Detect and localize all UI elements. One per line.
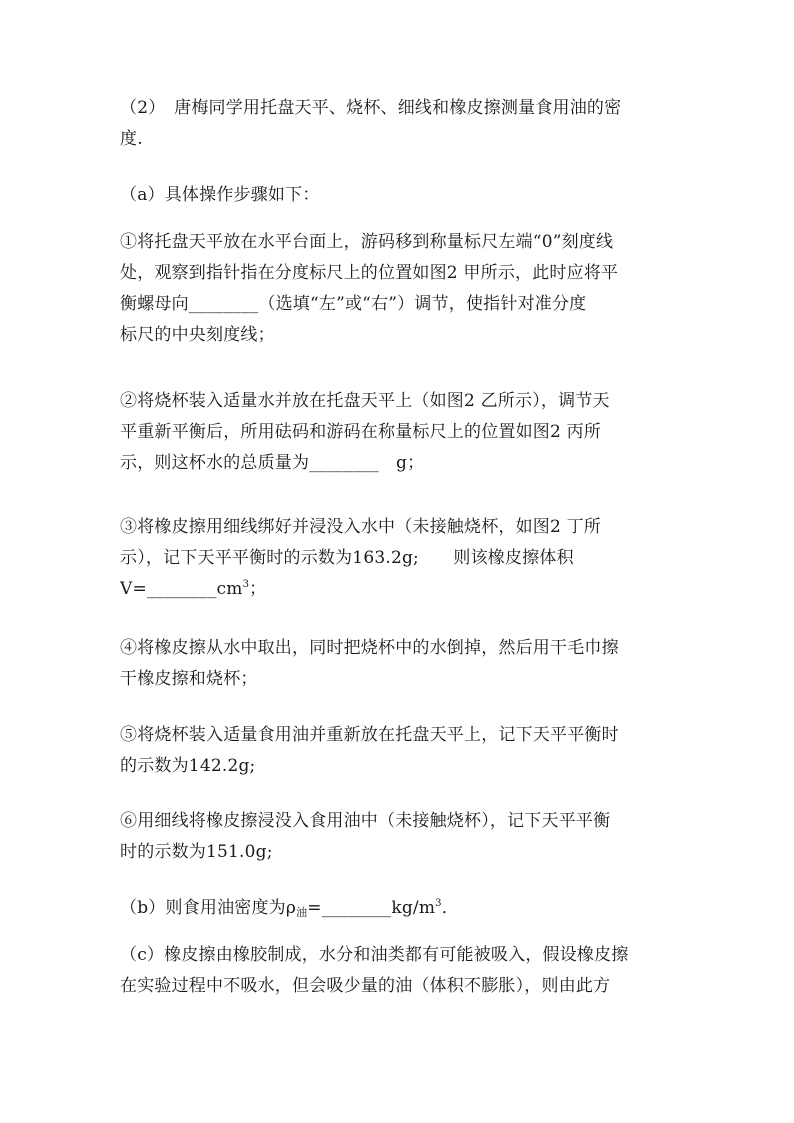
text-line: 衡螺母向________（选填“左”或“右”）调节，使指针对准分度 (120, 294, 587, 314)
density-blank-text: =________kg/m (307, 898, 436, 918)
text-line: （a）具体操作步骤如下： (120, 185, 320, 205)
step-2 (120, 386, 680, 479)
text-line (120, 893, 680, 924)
text-line: ⑥用细线将橡皮擦浸没入食用油中（未接触烧杯），记下天平平衡 (120, 811, 611, 831)
text-line: ④将橡皮擦从水中取出，同时把烧杯中的水倒掉，然后用干毛巾擦 (120, 638, 619, 658)
text-line: 时的示数为151.0g; (120, 842, 273, 862)
cubic-exponent: 3 (435, 898, 442, 909)
text-line: ③将橡皮擦用细线绑好并浸没入水中（未接触烧杯，如图2 丁所 (120, 517, 602, 537)
text-line: （c）橡皮擦由橡胶制成，水分和油类都有可能被吸入，假设橡皮擦 (120, 945, 629, 965)
text-line: 的示数为142.2g; (120, 756, 256, 776)
text-line: ②将烧杯装入适量水并放在托盘天平上（如图2 乙所示），调节天 (120, 391, 610, 411)
text-line: 度. (120, 129, 143, 149)
text-line: 示，则这杯水的总质量为________ g； (120, 453, 425, 473)
text-segment: （b）则食用油密度为ρ (120, 898, 297, 918)
text-line: 示），记下天平平衡时的示数为163.2g; 则该橡皮擦体积 (120, 548, 574, 568)
text-line: ①将托盘天平放在水平台面上，游码移到称量标尺左端“0”刻度线 (120, 232, 614, 252)
text-line: 干橡皮擦和烧杯； (120, 669, 258, 689)
text-line: （2） 唐梅同学用托盘天平、烧杯、细线和橡皮擦测量食用油的密 (120, 98, 622, 118)
step-5 (120, 720, 680, 782)
question-c (120, 940, 680, 1002)
question-intro (120, 93, 680, 155)
step-3 (120, 512, 680, 605)
text-line: 标尺的中央刻度线； (120, 325, 275, 345)
text-segment: ； (249, 579, 267, 599)
text-line: 处，观察到指针指在分度标尺上的位置如图2 甲所示，此时应将平 (120, 263, 619, 283)
oil-subscript: 油 (296, 906, 308, 919)
step-4 (120, 633, 680, 695)
text-line: ⑤将烧杯装入适量食用油并重新放在托盘天平上，记下天平平衡时 (120, 725, 619, 745)
step-6 (120, 806, 680, 868)
steps-heading (120, 180, 680, 211)
volume-blank-text: V=________cm (120, 579, 243, 599)
text-line (120, 574, 680, 605)
step-1 (120, 227, 680, 351)
text-segment: ． (441, 898, 459, 918)
cubic-exponent: 3 (242, 579, 250, 590)
text-line: 平重新平衡后，所用砝码和游码在称量标尺上的位置如图2 丙所 (120, 422, 602, 442)
text-line: 在实验过程中不吸水，但会吸少量的油（体积不膨胀），则由此方 (120, 976, 611, 996)
question-b (120, 893, 680, 924)
